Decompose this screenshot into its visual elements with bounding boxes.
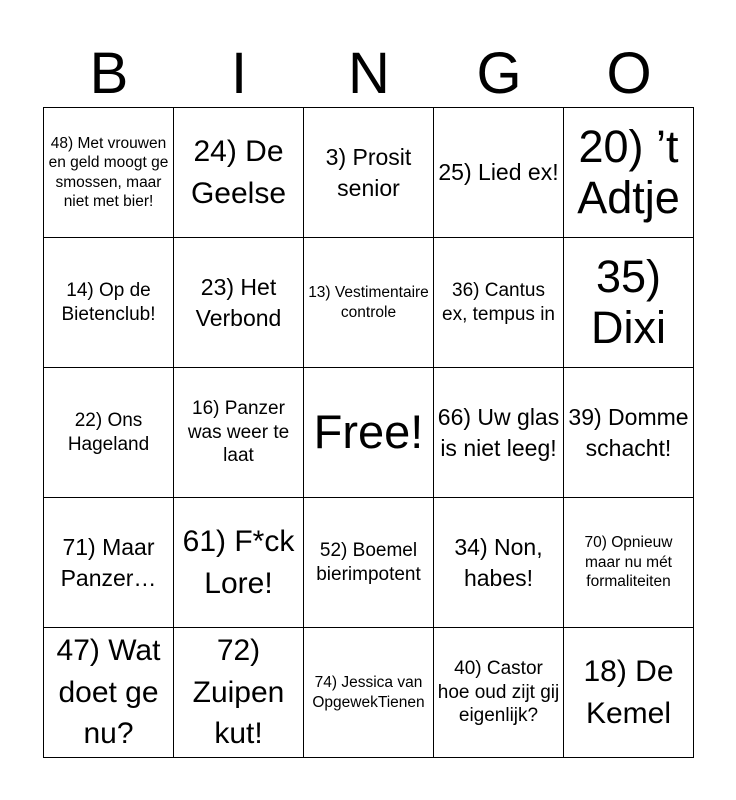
header-letter-n: N [348,41,390,106]
bingo-cell: 39) Domme schacht! [564,368,694,498]
bingo-cell: 66) Uw glas is niet leeg! [434,368,564,498]
bingo-cell: 71) Maar Panzer… [44,498,174,628]
bingo-cell: 18) De Kemel [564,628,694,758]
bingo-cell: 24) De Geelse [174,108,304,238]
bingo-cell: 23) Het Verbond [174,238,304,368]
header-letter-g: G [476,41,522,106]
bingo-cell: 20) ’t Adtje [564,108,694,238]
bingo-cell: 47) Wat doet ge nu? [44,628,174,758]
bingo-cell: 48) Met vrouwen en geld moogt ge smossen, maar niet met bier! [44,108,174,238]
bingo-grid [43,107,694,758]
header-letter-b: B [89,41,129,106]
header-letter-o: O [606,41,652,106]
free-cell: Free! [304,368,434,498]
bingo-cell: 35) Dixi [564,238,694,368]
bingo-cell: 61) F*ck Lore! [174,498,304,628]
bingo-cell: 14) Op de Bietenclub! [44,238,174,368]
bingo-cell: 72) Zuipen kut! [174,628,304,758]
bingo-cell: 22) Ons Hageland [44,368,174,498]
bingo-cell: 34) Non, habes! [434,498,564,628]
bingo-cell: 52) Boemel bierimpotent [304,498,434,628]
bingo-cell: 74) Jessica van OpgewekTienen [304,628,434,758]
bingo-cell: 36) Cantus ex, tempus in [434,238,564,368]
bingo-header [44,40,694,108]
header-letter-i: I [230,41,248,106]
bingo-cell: 13) Vestimentaire controle [304,238,434,368]
bingo-cell: 25) Lied ex! [434,108,564,238]
bingo-cell: 40) Castor hoe oud zijt gij eigenlijk? [434,628,564,758]
bingo-cell: 3) Prosit senior [304,108,434,238]
bingo-cell: 16) Panzer was weer te laat [174,368,304,498]
bingo-cell: 70) Opnieuw maar nu mét formaliteiten [564,498,694,628]
